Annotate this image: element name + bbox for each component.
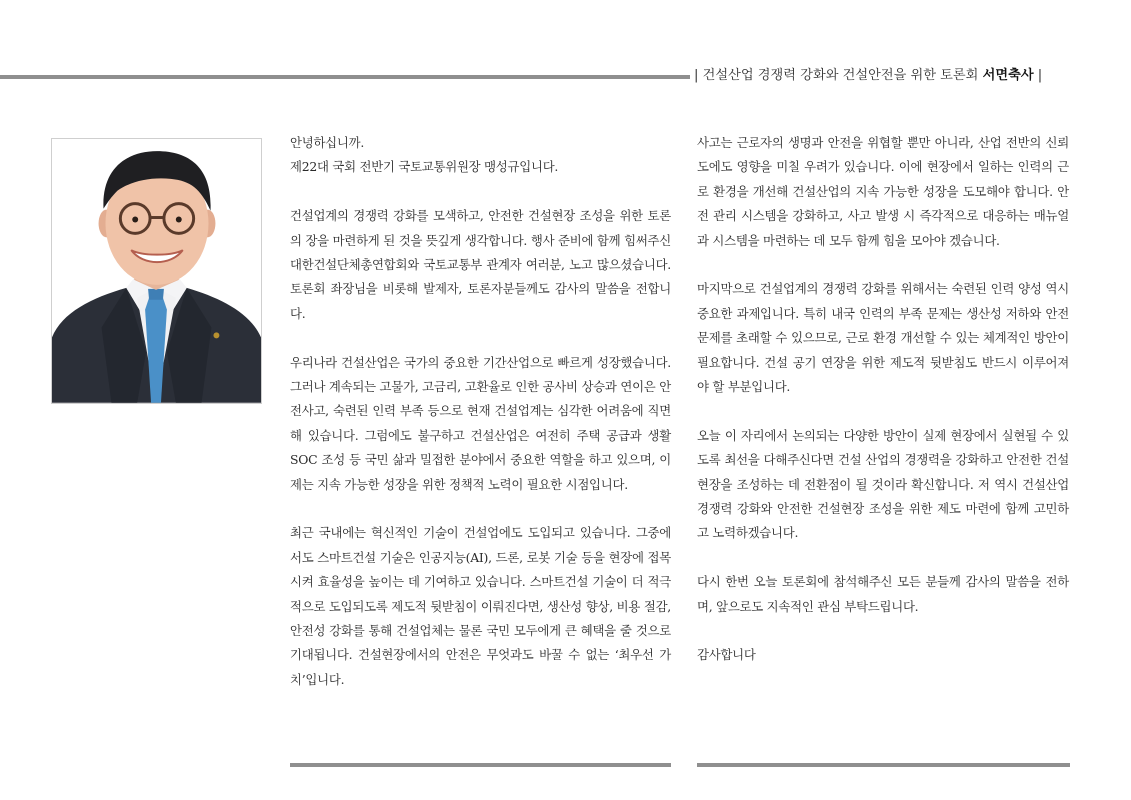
page-header bbox=[694, 66, 1124, 86]
header-title-text: 건설산업 경쟁력 강화와 건설안전을 위한 토론회 bbox=[702, 68, 979, 83]
paragraph-thanks: 건설업계의 경쟁력 강화를 모색하고, 안전한 건설현장 조성을 위한 토론의 장을 마련하게 된 것을 뜻깊게 생각합니다. 행사 준비에 함께 힘써주신 대한건설단체총연합회와 국토교통부 관계자 여러분, 노고 많으셨습니다. 토론회 좌장님을 비롯해 발제자, 토론자분들께도 감사의 말씀을 전합니다. bbox=[290, 208, 671, 321]
paragraph-closing: 다시 한번 오늘 토론회에 참석해주신 모든 분들께 감사의 말씀을 전하며, 앞으로도 지속적인 관심 부탁드립니다. bbox=[697, 574, 1069, 614]
header-title-bold: 서면축사 bbox=[982, 68, 1034, 83]
paragraph-resolution: 오늘 이 자리에서 논의되는 다양한 방안이 실제 현장에서 실현될 수 있도록 최선을 다해주신다면 건설 산업의 경쟁력을 강화하고 안전한 건설현장을 조성하는 데 전환점이 될 것이라 확신합니다. 저 역시 건설산업 경쟁력 강화와 안전한 건설현장 조성을 위한 제도 마련에 함께 고민하고 노력하겠습니다. bbox=[697, 427, 1069, 541]
paragraph-workforce: 마지막으로 건설업계의 경쟁력 강화를 위해서는 숙련된 인력 양성 역시 중요한 과제입니다. 특히 내국 인력의 부족 문제는 생산성 저하와 안전 문제를 초래할 수 있으므로, 근로 환경 개선할 수 있는 체계적인 방안이 필요합니다. 건설 공기 연장을 위한 제도적 뒷받침도 반드시 이루어져야 할 부분입니다. bbox=[697, 281, 1069, 395]
paragraph-industry-status: 우리나라 건설산업은 국가의 중요한 기간산업으로 빠르게 성장했습니다. 그러나 계속되는 고물가, 고금리, 고환율로 인한 공사비 상승과 연이은 안전사고, 숙련된 인력 부족 등으로 현재 건설업계는 심각한 어려움에 직면해 있습니다. 그럼에도 불구하고 건설산업은 여전히 주택 공급과 생활SOC 조성 등 국민 삶과 밀접한 분야에서 중요한 역할을 하고 있으며, 이제는 지속 가능한 성장을 위한 정책적 노력이 필요한 시점입니다. bbox=[290, 354, 671, 492]
paragraph-safety: 사고는 근로자의 생명과 안전을 위협할 뿐만 아니라, 산업 전반의 신뢰도에도 영향을 미칠 우려가 있습니다. 이에 현장에서 일하는 인력의 근로 환경을 개선해 건설산업의 지속 가능한 성장을 도모해야 합니다. 안전 관리 시스템을 강화하고, 사고 발생 시 즉각적으로 대응하는 매뉴얼과 시스템을 마련하는 데 모두 함께 힘을 모아야 겠습니다. bbox=[697, 135, 1069, 248]
header-divider-left: | bbox=[694, 68, 699, 83]
paragraph-smart-construction: 최근 국내에는 혁신적인 기술이 건설업에도 도입되고 있습니다. 그중에서도 스마트건설 기술은 인공지능(AI), 드론, 로봇 기술 등을 현장에 접목시켜 효율성을 높이는 데 기여하고 있습니다. 스마트건설 기술이 더 적극적으로 도입되도록 제도적 뒷받침이 이뤄진다면, 생산성 향상, 비용 절감, 안전성 강화를 통해 건설업체는 물론 국민 모두에게 큰 혜택을 줄 것으로 기대됩니다. 건설현장에서의 안전은 무엇과도 바꿀 수 없는 ‘최우선 가치’입니다. bbox=[290, 525, 671, 687]
header-divider-right: | bbox=[1037, 68, 1043, 83]
letter-left-column bbox=[290, 131, 671, 717]
person-photo-icon bbox=[52, 139, 261, 403]
self-introduction: 제22대 국회 전반기 국토교통위원장 맹성규입니다. bbox=[290, 159, 559, 175]
letter-right-column bbox=[697, 131, 1069, 692]
greeting: 안녕하십니까. bbox=[290, 135, 365, 150]
portrait-photo bbox=[51, 138, 262, 404]
header-rule bbox=[0, 75, 690, 79]
thank-you-line: 감사합니다 bbox=[697, 647, 756, 663]
footer-rule-right bbox=[697, 763, 1070, 767]
footer-rule-left bbox=[290, 763, 671, 767]
